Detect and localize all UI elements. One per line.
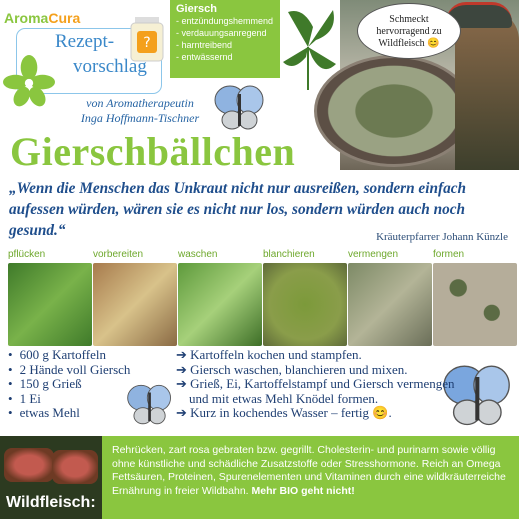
step-label: vermengen: [348, 249, 399, 260]
step-label: pflücken: [8, 249, 46, 260]
author-credit: [60, 96, 220, 126]
info-item: - entzündungshemmend: [176, 16, 274, 26]
arrow-icon: ➔: [176, 347, 191, 362]
person-photo: [455, 10, 519, 170]
step-formen: [433, 249, 517, 346]
brand-logo: [4, 10, 80, 26]
step-image: [433, 263, 517, 346]
instructions-list: [176, 348, 476, 421]
instruction-item: [176, 406, 476, 421]
leaf-icon: [3, 55, 55, 107]
ingredient-item: • 600 g Kartoffeln: [8, 348, 130, 363]
ingredient-item: • 2 Hände voll Giersch: [8, 363, 130, 378]
brand-name-part1: Aroma: [4, 10, 49, 26]
meat-piece: [52, 450, 98, 484]
step-blanchieren: [263, 249, 347, 346]
ingredient-item: • 1 Ei: [8, 392, 130, 407]
rezept-title-line2: vorschlag: [73, 56, 147, 77]
info-item: - harntreibend: [176, 40, 233, 50]
rezept-box: [16, 28, 162, 94]
step-label: waschen: [178, 249, 218, 260]
ingredient-item: • 150 g Grieß: [8, 377, 130, 392]
dumplings-plate-image: [314, 55, 474, 167]
brand-name-part2: Cura: [48, 10, 81, 26]
bubble-line2: hervorragend zu: [376, 26, 442, 37]
step-label: formen: [433, 249, 465, 260]
step-image: [348, 263, 432, 346]
quote-author: Kräuterpfarrer Johann Künzle: [376, 231, 508, 243]
speech-bubble: [357, 3, 461, 59]
instruction-item: [176, 348, 476, 363]
author-line1: von Aromatherapeutin: [86, 96, 194, 110]
arrow-icon: ➔: [176, 405, 191, 420]
quote-text: „Wenn die Menschen das Unkraut nicht nur ausreißen, sondern einfach aufessen würden, wären sie es nicht nur los, sondern würden auch noch gesund.“: [9, 180, 467, 239]
meat-piece: [4, 448, 54, 482]
page-title: Gierschbällchen: [10, 129, 296, 174]
instruction-text: Giersch waschen, blanchieren und mixen.: [190, 361, 408, 377]
step-image: [8, 263, 92, 346]
step-image: [178, 263, 262, 346]
svg-text:?: ?: [143, 35, 151, 51]
instruction-item: [176, 363, 476, 378]
step-image: [93, 263, 177, 346]
bubble-line3: Wildfleisch 😊: [378, 38, 440, 49]
arrow-icon: ➔: [176, 376, 191, 391]
step-vermengen: [348, 249, 432, 346]
bubble-line1: Schmeckt: [389, 14, 429, 25]
wildfleisch-label: Wildfleisch:: [6, 494, 96, 511]
wildfleisch-description: Rehrücken, zart rosa gebraten bzw. gegrillt. Cholesterin- und purinarm sowie völlig ohne künstliche und schädliche Zusatzstoffe oder Stresshormone. Reich an Omega Fettsäuren, Proteinen, Spurenelementen und Vitaminen durch eine wildkräuterreiche Ernährung in freier Wildbahn.: [112, 444, 506, 497]
butterfly-icon: [125, 380, 175, 430]
instruction-item: [176, 377, 476, 406]
ingredients-list: [8, 348, 130, 421]
step-waschen: [178, 249, 262, 346]
instruction-text: Grieß, Ei, Kartoffelstampf und Giersch vermengen und mit etwas Mehl Knödel formen.: [189, 376, 455, 406]
info-item: - verdauungsanregend: [176, 28, 267, 38]
instruction-text: Kurz in kochendes Wasser – fertig 😊.: [190, 405, 392, 420]
step-label: blanchieren: [263, 249, 315, 260]
instruction-text: Kartoffeln kochen und stampfen.: [190, 347, 362, 362]
info-title: Giersch: [176, 3, 217, 15]
giersch-info-box: [170, 0, 280, 78]
step-vorbereiten: [93, 249, 177, 346]
arrow-icon: ➔: [176, 361, 191, 377]
info-item: - entwässernd: [176, 52, 233, 62]
step-image: [263, 263, 347, 346]
ingredient-item: • etwas Mehl: [8, 406, 130, 421]
step-label: vorbereiten: [93, 249, 144, 260]
wildfleisch-emphasis: Mehr BIO geht nicht!: [251, 484, 355, 497]
wildfleisch-text: [112, 444, 514, 498]
rezept-title-line1: Rezept-: [55, 31, 115, 52]
step-pfluecken: [8, 249, 92, 346]
author-line2: Inga Hoffmann-Tischner: [80, 111, 200, 125]
